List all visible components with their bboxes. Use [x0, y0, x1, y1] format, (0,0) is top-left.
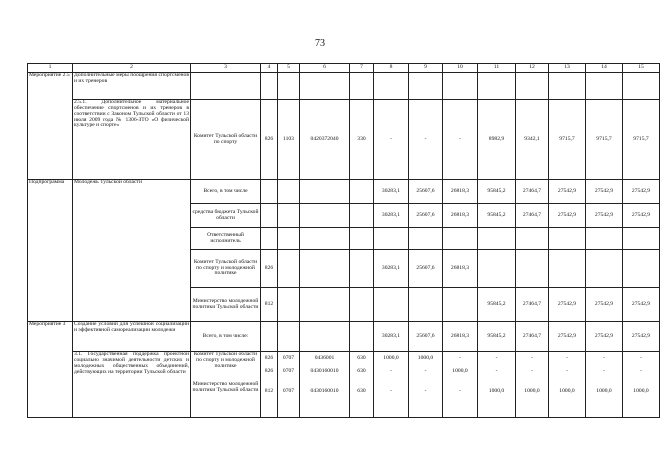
value-cell: 27542,9	[549, 322, 586, 352]
value-cell: 27542,9	[586, 180, 623, 204]
value-cell: 8982,9	[478, 100, 516, 180]
row-type: Всего, в том числе	[191, 180, 261, 204]
value-cell: 812	[261, 288, 278, 322]
value-cell: 26818,3	[443, 204, 478, 228]
value-cell: 27542,9	[549, 204, 586, 228]
executor-cell	[191, 352, 261, 418]
row-type: средства бюджета Тульской области	[191, 204, 261, 228]
table-row: 3.1. Государственная поддержка проектной социально значимой деятельности детских и молодежных общественных объединений, действующих на территории Тульской области Комитет Тульской области по спорту и молодежной политике Министерство молодежной политики Тульской области 826 826 812 0707 0707 0707 0436001 0430160010 0430160010 630 630 630 1000,0 - - 1000,0 - - - 1000,0 - - - 1000,0 - - 1000,0 - - 1000,0 - - 1000,0 - - 1000,0	[28, 352, 660, 418]
header-cell: 11	[478, 64, 516, 73]
value-cell: 26818,3	[443, 250, 478, 288]
value-cell: 27542,9	[549, 288, 586, 322]
row-label: Подпрограмма	[28, 180, 73, 322]
value-cell: 30283,1	[374, 204, 409, 228]
row-type: Министерство молодежной политики Тульской области	[191, 288, 261, 322]
value-cell: 826	[261, 100, 278, 180]
header-cell: 15	[623, 64, 660, 73]
row-subtext: 2.5.1. Дополнительное материальное обеспечение спортсменов и их тренеров в соответствии с Законом Тульской области от 13 июля 2009 года № 1306-ЗТО «О физической культуре и спорте»	[73, 100, 191, 180]
value-cell: 27464,7	[516, 322, 549, 352]
table-row	[28, 180, 660, 204]
value-cell: 826	[261, 250, 278, 288]
value-cell: 1103	[278, 100, 300, 180]
page-number: 73	[315, 38, 325, 49]
value-cell: 27542,9	[623, 180, 660, 204]
value-cell: 27464,7	[516, 288, 549, 322]
header-cell: 6	[300, 64, 350, 73]
header-cell: 12	[516, 64, 549, 73]
row-subtext: 3.1. Государственная поддержка проектной социально значимой деятельности детских и молодежных общественных объединений, действующих на территории Тульской области	[73, 352, 191, 418]
value-cell: 27542,9	[586, 204, 623, 228]
row-title: Создание условий для успешной социализации и эффективной самореализации молодежи	[73, 322, 191, 352]
header-cell: 1	[28, 64, 73, 73]
value-cell: 95845,2	[478, 204, 516, 228]
value-cell: 27542,9	[586, 322, 623, 352]
value-cell: -	[409, 100, 443, 180]
header-cell: 2	[73, 64, 191, 73]
value-cell: 9715,7	[623, 100, 660, 180]
row-title: Дополнительные меры поощрения спортсменов и их тренеров	[73, 73, 191, 100]
value-cell: 30283,1	[374, 180, 409, 204]
table-row	[28, 100, 660, 180]
executor-cell: Комитет Тульской области по спорту	[191, 100, 261, 180]
value-cell: 30283,1	[374, 250, 409, 288]
header-cell: 8	[374, 64, 409, 73]
executor-1: Комитет Тульской области по спорту и молодежной политике	[193, 351, 258, 369]
header-cell: 9	[409, 64, 443, 73]
value-cell: 27542,9	[623, 204, 660, 228]
value-cell: 27464,7	[516, 204, 549, 228]
header-cell: 5	[278, 64, 300, 73]
value-cell: 27542,9	[586, 288, 623, 322]
value-cell: 26818,3	[443, 180, 478, 204]
header-cell: 13	[549, 64, 586, 73]
table-row	[28, 73, 660, 100]
value-cell: 9342,1	[516, 100, 549, 180]
table-row	[28, 322, 660, 352]
value-cell: 27542,9	[623, 322, 660, 352]
value-cell: 25607,6	[409, 204, 443, 228]
value-cell: 9715,7	[549, 100, 586, 180]
row-title: Молодежь Тульской области	[73, 180, 191, 322]
value-cell: 27542,9	[549, 180, 586, 204]
value-cell: 95845,2	[478, 288, 516, 322]
value-cell: 27542,9	[623, 288, 660, 322]
value-cell: 95845,2	[478, 322, 516, 352]
row-label: Мероприятие 2.5	[28, 73, 73, 180]
row-type: Комитет Тульской области по спорту и молодежной политике	[191, 250, 261, 288]
header-cell: 14	[586, 64, 623, 73]
value-cell: -	[443, 100, 478, 180]
header-cell: 7	[350, 64, 374, 73]
value-cell: 26818,3	[443, 322, 478, 352]
value-cell: 25607,6	[409, 180, 443, 204]
value-cell: -	[374, 100, 409, 180]
row-type: Ответственный исполнитель	[191, 228, 261, 250]
value-cell: 25607,6	[409, 250, 443, 288]
value-cell: 0420372040	[300, 100, 350, 180]
budget-table	[27, 63, 660, 418]
value-cell: 27464,7	[516, 180, 549, 204]
value-cell: 330	[350, 100, 374, 180]
value-cell: 25607,6	[409, 322, 443, 352]
header-cell: 4	[261, 64, 278, 73]
header-cell: 3	[191, 64, 261, 73]
value-cell: 95845,2	[478, 180, 516, 204]
value-cell: 30283,1	[374, 322, 409, 352]
header-cell: 10	[443, 64, 478, 73]
executor-2: Министерство молодежной политики Тульской области	[192, 381, 259, 393]
row-label: Мероприятие 3	[28, 322, 73, 418]
row-type: Всего, в том числе:	[191, 322, 261, 352]
value-cell: 9715,7	[586, 100, 623, 180]
